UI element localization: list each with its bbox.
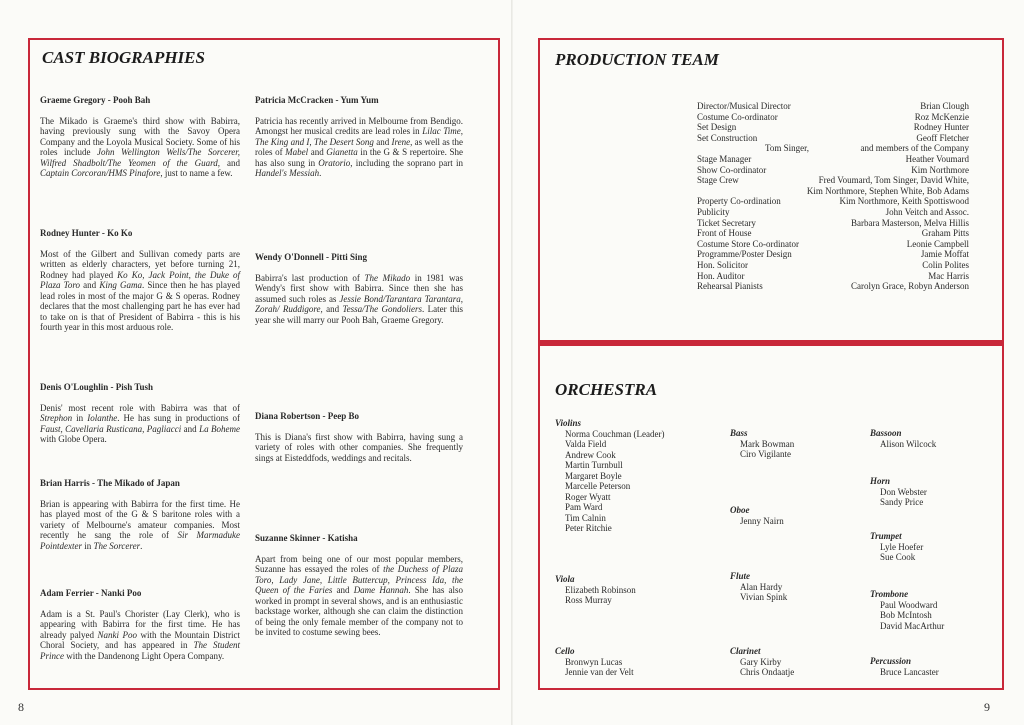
orchestra-trombone <box>870 589 944 631</box>
orchestra-oboe <box>730 505 784 526</box>
orchestra-player: Sue Cook <box>880 552 916 562</box>
orchestra-player-list <box>870 600 944 632</box>
cast-bio-name: Denis O'Loughlin - Pish Tush <box>40 382 154 392</box>
orchestra-bassoon <box>870 428 936 449</box>
cast-bio-name: Suzanne Skinner - Katisha <box>255 533 358 543</box>
orchestra-player: Elizabeth Robinson <box>565 584 636 595</box>
production-name: Fred Voumard, Tom Singer, David White, <box>818 175 969 186</box>
cast-bio-text: Adam is a St. Paul's Chorister (Lay Clerk), who is appearing with Babirra for the first time. He has already palyed Nanki Poo with the Mountain District Choral Society, and has appeared in The Student Prince with the Dandenong Light Opera Company. <box>40 608 241 661</box>
cast-bio <box>40 588 240 661</box>
production-role: Set Design <box>697 122 737 133</box>
production-name: Rodney Hunter <box>913 122 969 133</box>
orchestra-clarinet <box>730 646 794 678</box>
production-team-row <box>697 271 969 281</box>
production-role: Property Co-ordination <box>697 196 781 207</box>
orchestra-player: Ross Murray <box>565 595 612 605</box>
production-title: PRODUCTION TEAM <box>555 50 719 69</box>
production-name: Geoff Fletcher <box>916 132 969 143</box>
section-heading: Bass <box>730 428 748 438</box>
cast-bio-name: Diana Robertson - Peep Bo <box>255 411 359 421</box>
orchestra-player: Don Webster <box>880 486 927 497</box>
cast-bio <box>40 95 240 179</box>
orchestra-player: Peter Ritchie <box>565 523 612 533</box>
cast-bio <box>40 228 240 333</box>
production-role: Programme/Poster Design <box>697 249 792 260</box>
cast-bio-name: Wendy O'Donnell - Pitti Sing <box>255 252 368 262</box>
cast-bio-text: Most of the Gilbert and Sullivan comedy parts are written as elderly characters, yet before turning 21, Rodney had played Ko Ko, Jack Point, the Duke of Plaza Toro and King Gama. Since then he has played lead roles in most of the major G & S operas. Rodney declares that the most challenging part he has ever had to take on is that of President of Babirra - this is his fourth year in this most arduous role. <box>40 248 240 332</box>
production-name: Barbara Masterson, Melva Hillis <box>851 217 969 228</box>
orchestra-horn <box>870 476 927 508</box>
production-role: Front of House <box>697 228 752 239</box>
page-number-right: 9 <box>984 700 990 714</box>
orchestra-player: David MacArthur <box>880 620 945 631</box>
production-team-row <box>697 228 969 238</box>
orchestra-player-list <box>870 667 939 678</box>
orchestra-player-list <box>730 439 794 460</box>
production-role: Hon. Solicitor <box>697 260 748 270</box>
cast-bio-name: Brian Harris - The Mikado of Japan <box>40 478 180 488</box>
orchestra-player-list <box>555 657 634 678</box>
section-heading: Trombone <box>870 589 909 599</box>
production-role: Tom Singer, <box>765 143 810 154</box>
production-name: Graham Pitts <box>921 228 969 239</box>
section-heading: Clarinet <box>730 646 761 656</box>
production-name: and members of the Company <box>860 143 969 154</box>
orchestra-player: Marcelle Peterson <box>565 481 631 491</box>
cast-bio <box>255 411 463 463</box>
production-team-row <box>697 249 969 259</box>
page-number-left: 8 <box>18 700 24 714</box>
cast-bio-name: Patricia McCracken - Yum Yum <box>255 95 379 105</box>
production-role: Show Co-ordinator <box>697 164 767 175</box>
production-team-row <box>697 281 969 291</box>
orchestra-flute <box>730 571 787 603</box>
cast-bio <box>255 533 463 638</box>
orchestra-player: Alan Hardy <box>740 581 783 592</box>
production-name: Kim Northmore, Keith Spottiswood <box>839 196 969 207</box>
orchestra-player-list <box>870 542 923 563</box>
production-role: Director/Musical Director <box>697 101 791 111</box>
production-name: Roz McKenzie <box>914 111 969 122</box>
production-role: Ticket Secretary <box>697 217 756 228</box>
production-team-row <box>697 207 969 217</box>
orchestra-player: Pam Ward <box>565 502 603 512</box>
orchestra-player: Paul Woodward <box>880 599 938 610</box>
production-name: Brian Clough <box>920 101 969 111</box>
production-team-row <box>697 165 969 175</box>
cast-bio <box>255 252 463 325</box>
section-heading: Oboe <box>730 505 750 515</box>
cast-bio-text: Babirra's last production of The Mikado in 1981 was Wendy's first show with Babirra. Since then she has assumed such roles as Jessie Bond/Tarantara Tarantara, Zorah/ Ruddigore, and Tessa/The Gondoliers. Later this year she will marry our Pooh Bah, Graeme Gregory. <box>255 272 463 325</box>
production-team-row <box>697 154 969 164</box>
production-name: Mac Harris <box>928 270 969 281</box>
production-team-row <box>697 186 969 196</box>
cast-bio-name: Rodney Hunter - Ko Ko <box>40 228 133 238</box>
production-role: Set Construction <box>697 132 758 143</box>
orchestra-player: Martin Turnbull <box>565 460 623 470</box>
section-heading: Trumpet <box>870 531 902 541</box>
production-team-row <box>697 175 969 185</box>
production-role: Stage Crew <box>697 175 739 186</box>
production-role: Costume Co-ordinator <box>697 111 778 122</box>
orchestra-player: Andrew Cook <box>565 449 616 460</box>
production-name: Jamie Moffat <box>920 249 969 260</box>
orchestra-player: Margaret Boyle <box>565 470 622 481</box>
production-name: Colin Polites <box>922 260 969 270</box>
orchestra-player-list <box>730 582 787 603</box>
production-team-row <box>697 143 969 153</box>
section-heading: Cello <box>555 646 575 656</box>
production-name: John Veitch and Assoc. <box>885 207 969 217</box>
production-name: Carolyn Grace, Robyn Anderson <box>851 281 969 292</box>
production-team-row <box>697 260 969 270</box>
production-team-row <box>697 101 969 111</box>
orchestra-violins <box>555 418 664 534</box>
orchestra-player-list <box>730 657 794 678</box>
orchestra-player-list <box>870 439 936 450</box>
orchestra-player: Ciro Vigilante <box>740 449 792 459</box>
production-team-row <box>697 133 969 143</box>
section-heading: Viola <box>555 574 575 584</box>
orchestra-player: Roger Wyatt <box>565 491 611 502</box>
production-team-list <box>697 101 969 291</box>
orchestra-player: Lyle Hoefer <box>880 541 924 552</box>
orchestra-player: Vivian Spink <box>740 592 788 602</box>
orchestra-player: Gary Kirby <box>740 656 782 667</box>
production-name: Kim Northmore, Stephen White, Bob Adams <box>806 185 969 196</box>
cast-bio <box>40 478 240 551</box>
orchestra-player: Valda Field <box>565 439 607 449</box>
orchestra-player: Sandy Price <box>880 497 924 507</box>
orchestra-player: Jenny Nairn <box>740 515 784 526</box>
cast-bio-text: Patricia has recently arrived in Melbourne from Bendigo. Amongst her musical credits are lead roles in Lilac Time, The King and I, The Desert Song and Irene, as well as the roles of Mabel and Gianetta in the G & S repertoire. She has also sung in Oratorio, including the soprano part in Handel's Messiah. <box>255 115 464 178</box>
cast-bio-text: This is Diana's first show with Babirra, having sung a variety of roles with other companies. She frequently sings at Eisteddfods, weddings and recitals. <box>255 431 463 463</box>
production-role: Publicity <box>697 207 730 217</box>
orchestra-player-list <box>555 429 664 534</box>
production-team-row <box>697 122 969 132</box>
orchestra-player: Tim Calnin <box>565 512 606 523</box>
production-team-row <box>697 196 969 206</box>
orchestra-player: Mark Bowman <box>740 438 795 449</box>
cast-bio-text: Apart from being one of our most popular members, Suzanne has essayed the roles of the Duchess of Plaza Toro, Lady Jane, Little Buttercup, Princess Ida, the Queen of the Faries and Dame Hannah. She has also worked in prompt in several shows, and is an enthusiastic backstage worker, although she can claim the distinction of being the only female member of the company not to be invited to costume sewing bees. <box>255 553 463 637</box>
section-heading: Percussion <box>870 656 912 666</box>
orchestra-bass <box>730 428 794 460</box>
cast-bio <box>40 382 240 445</box>
cast-bio-name: Graeme Gregory - Pooh Bah <box>40 95 151 105</box>
orchestra-trumpet <box>870 531 923 563</box>
production-team-row <box>697 112 969 122</box>
orchestra-player: Alison Wilcock <box>880 438 937 449</box>
production-role: Costume Store Co-ordinator <box>697 238 799 249</box>
production-team-row <box>697 239 969 249</box>
orchestra-player-list <box>730 516 784 527</box>
production-name: Leonie Campbell <box>906 238 969 249</box>
production-role: Hon. Auditor <box>697 270 745 281</box>
orchestra-player: Bronwyn Lucas <box>565 656 623 667</box>
cast-title: CAST BIOGRAPHIES <box>42 48 205 67</box>
orchestra-percussion <box>870 656 939 677</box>
cast-bio-text: Denis' most recent role with Babirra was that of Strephon in Iolanthe. He has sung in productions of Faust, Cavellaria Rusticana, Pagliacci and La Boheme with Globe Opera. <box>40 402 241 444</box>
section-heading: Horn <box>870 476 891 486</box>
production-role: Rehearsal Pianists <box>697 281 763 292</box>
section-heading: Bassoon <box>870 428 902 438</box>
production-name: Kim Northmore <box>911 164 969 175</box>
production-name: Heather Voumard <box>905 154 969 164</box>
orchestra-viola <box>555 574 636 606</box>
production-role: Stage Manager <box>697 154 752 164</box>
orchestra-player-list <box>555 585 636 606</box>
orchestra-player: Bruce Lancaster <box>880 666 939 677</box>
cast-bio-name: Adam Ferrier - Nanki Poo <box>40 588 142 598</box>
production-team-row <box>697 218 969 228</box>
orchestra-player: Norma Couchman (Leader) <box>565 428 665 439</box>
section-heading: Violins <box>555 418 582 428</box>
orchestra-player: Chris Ondaatje <box>740 667 795 677</box>
cast-bio-text: The Mikado is Graeme's third show with Babirra, having previously sung with the Savoy Opera Company and the Loyola Musical Society. Some of his roles include John Wellington Wells/The Sorcerer, Wilfred Shadbolt/The Yeomen of the Guard, and Captain Corcoran/HMS Pinafore, just to name a few. <box>40 115 240 178</box>
section-heading: Flute <box>730 571 751 581</box>
orchestra-cello <box>555 646 634 678</box>
orchestra-player: Bob McIntosh <box>880 610 932 620</box>
cast-bio-text: Brian is appearing with Babirra for the first time. He has played most of the G & S baritone roles with a variety of Melbourne's amateur companies. Most recently he sang the role of Sir Marmaduke Pointdexter in The Sorcerer. <box>40 498 240 551</box>
orchestra-title: ORCHESTRA <box>555 380 658 399</box>
cast-bio <box>255 95 463 179</box>
orchestra-player: Jennie van der Velt <box>565 667 634 677</box>
orchestra-player-list <box>870 487 927 508</box>
